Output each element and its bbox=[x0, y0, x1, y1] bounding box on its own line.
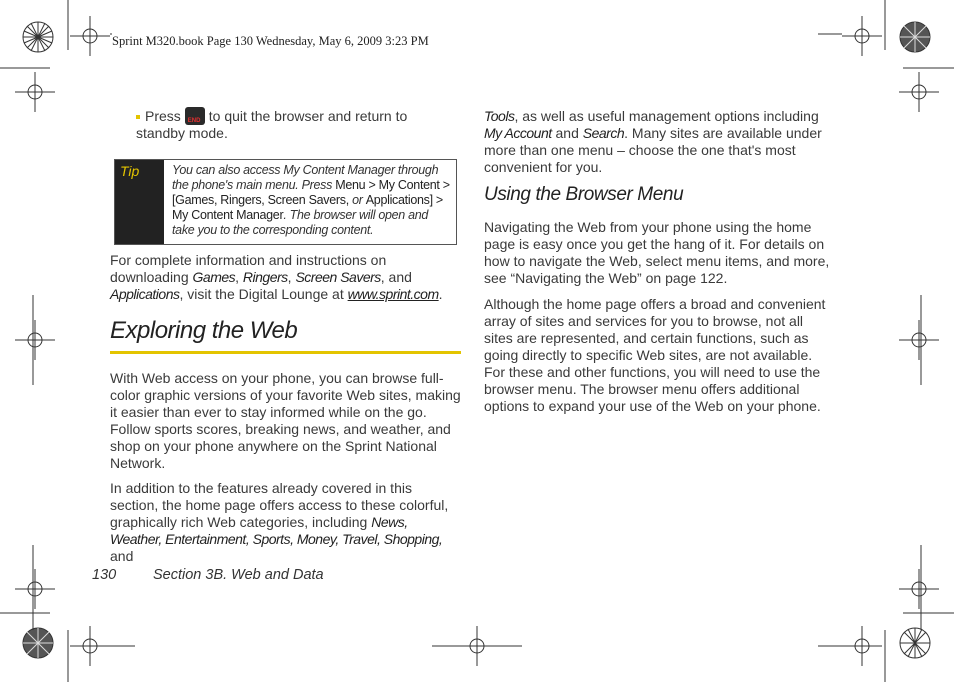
tip-label-panel bbox=[115, 160, 164, 244]
crosshair-mark-icon bbox=[842, 626, 882, 666]
intro-paragraph: For complete information and instructions on downloading Games, Ringers, Screen Savers, and Applications, visit the Digital Lounge at www.sprint.com. bbox=[110, 252, 443, 302]
body-paragraph-1: With Web access on your phone, you can browse full-color graphic versions of your favorite Web sites, making it easier than ever to stay informed while on the go. Follow sports scores, breaking news, and weather, and shop on your phone anywhere on the Sprint National Network. bbox=[110, 370, 461, 471]
crosshair-mark-icon bbox=[899, 320, 939, 360]
end-key-icon: END bbox=[185, 107, 205, 125]
crosshair-mark-icon bbox=[70, 16, 110, 56]
bullet-item: Press END to quit the browser and return to standby mode. bbox=[136, 108, 408, 141]
registration-wheel-icon bbox=[23, 22, 53, 52]
body-paragraph-4: Although the home page offers a broad and convenient array of sites and services for you to browse, not all sites are represented, and certain functions, such as going directly to specific Web sites, are not available. For these and other functions, you will need to use the browser menu. The browser menu offers additional options to expand your use of the Web on your phone. bbox=[484, 296, 826, 414]
section-title: Exploring the Web bbox=[110, 317, 298, 344]
footer-section-label: Section 3B. Web and Data bbox=[153, 567, 324, 583]
page-number: 130 bbox=[92, 567, 117, 583]
title-rule bbox=[110, 351, 461, 354]
registration-wheel-icon bbox=[23, 628, 53, 658]
bullet-icon bbox=[136, 115, 140, 119]
crosshair-mark-icon bbox=[15, 320, 55, 360]
body-paragraph-3: Navigating the Web from your phone using the home page is easy once you get the hang of it. For details on how to navigate the Web, select menu items, and more, see “Navigating the Web” on page 122. bbox=[484, 219, 830, 286]
tip-text: You can also access My Content Manager through the phone's main menu. Press Menu > My Content > [Games, Ringers, Screen Savers, or Applications] > My Content Manager. The browser will open and take you to the corresponding content. bbox=[172, 163, 450, 237]
print-header: Sprint M320.book Page 130 Wednesday, May 6, 2009 3:23 PM bbox=[112, 34, 429, 48]
crosshair-mark-icon bbox=[15, 569, 55, 609]
sprint-link[interactable]: www.sprint.com bbox=[347, 286, 439, 302]
tip-label: Tip bbox=[120, 163, 140, 179]
crosshair-mark-icon bbox=[15, 72, 55, 112]
subsection-title: Using the Browser Menu bbox=[484, 184, 684, 205]
crosshair-mark-icon bbox=[842, 16, 882, 56]
right-paragraph-top: Tools, as well as useful management options including My Account and Search. Many sites are available under more than one menu – choose the one that's most convenient for you. bbox=[484, 108, 822, 175]
body-paragraph-2: In addition to the features already covered in this section, the home page offers access to these colorful, graphically rich Web categories, including News, Weather, Entertainment, Sports, Money, Travel, Shopping, and bbox=[110, 480, 449, 564]
crosshair-mark-icon bbox=[70, 626, 110, 666]
tip-box bbox=[114, 159, 457, 245]
crosshair-mark-icon bbox=[899, 569, 939, 609]
crosshair-mark-icon bbox=[899, 72, 939, 112]
registration-wheel-icon bbox=[900, 22, 930, 52]
registration-wheel-icon bbox=[900, 628, 930, 658]
